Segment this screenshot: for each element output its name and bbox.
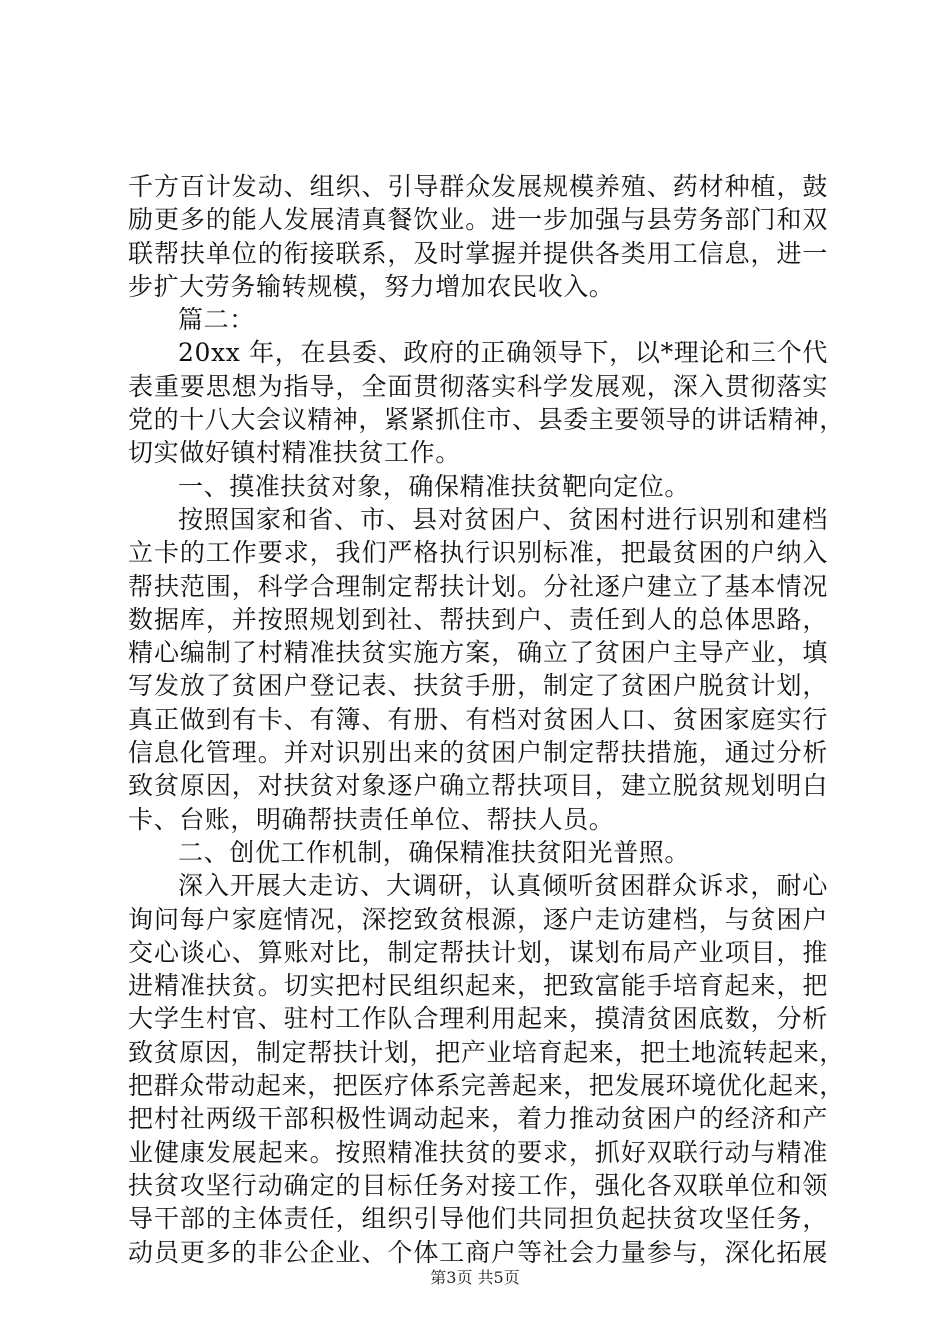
- text-line: 大学生村官、驻村工作队合理利用起来，摸清贫困底数，分析: [128, 1004, 828, 1034]
- document-body: [128, 170, 845, 1269]
- text-line: 步扩大劳务输转规模，努力增加农民收入。: [128, 271, 615, 301]
- text-line: 党的十八大会议精神，紧紧抓住市、县委主要领导的讲话精神，: [128, 405, 845, 435]
- text-line: 卡、台账，明确帮扶责任单位、帮扶人员。: [128, 804, 615, 834]
- text-line: 交心谈心、算账对比，制定帮扶计划，谋划布局产业项目，推: [128, 937, 828, 967]
- text-line: 信息化管理。并对识别出来的贫困户制定帮扶措施，通过分析: [128, 738, 828, 768]
- text-line: 扶贫攻坚行动确定的目标任务对接工作，强化各双联单位和领: [128, 1170, 828, 1200]
- text-line: 动员更多的非公企业、个体工商户等社会力量参与，深化拓展: [128, 1237, 828, 1267]
- text-line: 业健康发展起来。按照精准扶贫的要求，抓好双联行动与精准: [128, 1137, 828, 1167]
- text-line: 把村社两级干部积极性调动起来，着力推动贫困户的经济和产: [128, 1104, 828, 1134]
- page-footer: 第3页 共5页: [430, 1268, 520, 1287]
- text-line: 真正做到有卡、有簿、有册、有档对贫困人口、贫困家庭实行: [128, 704, 828, 734]
- text-line: 二、创优工作机制，确保精准扶贫阳光普照。: [178, 837, 691, 867]
- text-line: 数据库，并按照规划到社、帮扶到户、责任到人的总体思路，: [128, 604, 828, 634]
- text-line: 询问每户家庭情况，深挖致贫根源，逐户走访建档，与贫困户: [128, 904, 828, 934]
- text-line: 联帮扶单位的衔接联系，及时掌握并提供各类用工信息，进一: [128, 238, 828, 268]
- text-line: 表重要思想为指导，全面贯彻落实科学发展观，深入贯彻落实: [128, 371, 828, 401]
- text-line: 千方百计发动、组织、引导群众发展规模养殖、药材种植，鼓: [128, 172, 828, 201]
- text-line: 深入开展大走访、大调研，认真倾听贫困群众诉求，耐心: [178, 871, 828, 901]
- text-line: 切实做好镇村精准扶贫工作。: [128, 438, 461, 468]
- text-line: 帮扶范围，科学合理制定帮扶计划。分社逐户建立了基本情况: [128, 571, 828, 601]
- text-line: 写发放了贫困户登记表、扶贫手册，制定了贫困户脱贫计划，: [128, 671, 828, 701]
- text-line: 立卡的工作要求，我们严格执行识别标准，把最贫困的户纳入: [128, 538, 828, 568]
- text-line: 导干部的主体责任，组织引导他们共同担负起扶贫攻坚任务，: [128, 1204, 828, 1234]
- text-line: 篇二：: [178, 305, 255, 335]
- text-line: 20xx 年，在县委、政府的正确领导下，以*理论和三个代: [178, 338, 828, 368]
- text-line: 把群众带动起来，把医疗体系完善起来，把发展环境优化起来，: [128, 1071, 845, 1101]
- text-line: 一、摸准扶贫对象，确保精准扶贫靶向定位。: [178, 471, 691, 501]
- text-line: 进精准扶贫。切实把村民组织起来，把致富能手培育起来，把: [128, 971, 828, 1001]
- text-line: 励更多的能人发展清真餐饮业。进一步加强与县劳务部门和双: [128, 205, 828, 235]
- text-line: 按照国家和省、市、县对贫困户、贫困村进行识别和建档: [178, 504, 828, 534]
- text-line: 精心编制了村精准扶贫实施方案，确立了贫困户主导产业，填: [128, 638, 828, 668]
- text-line: 致贫原因，对扶贫对象逐户确立帮扶项目，建立脱贫规划明白: [128, 771, 828, 801]
- text-line: 致贫原因，制定帮扶计划，把产业培育起来，把土地流转起来，: [128, 1037, 845, 1067]
